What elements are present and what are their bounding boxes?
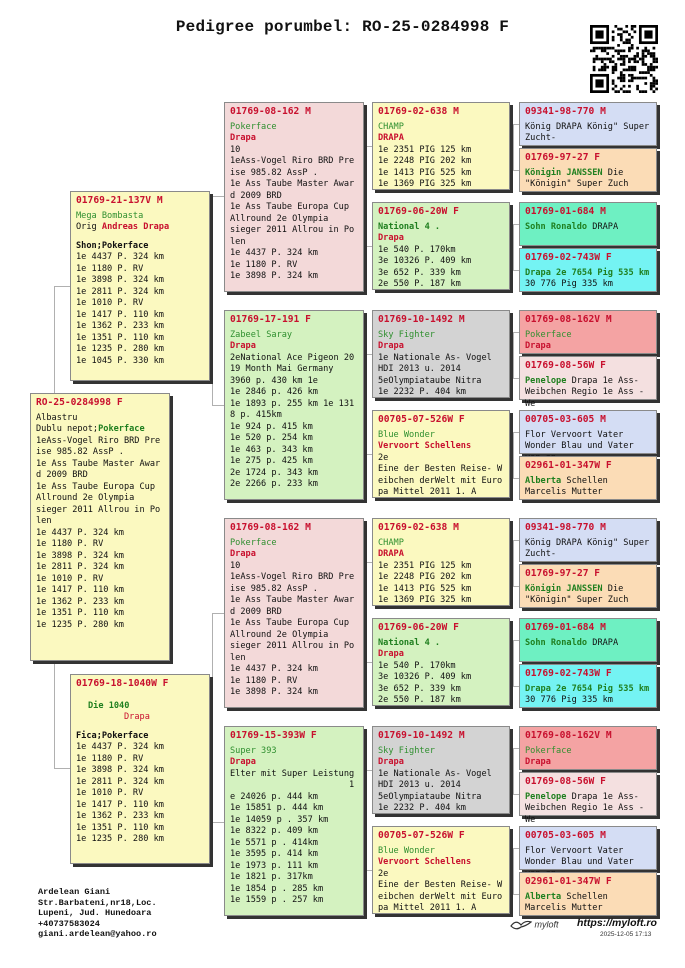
- ring-number: 02961-01-347W F: [525, 876, 612, 887]
- result-line: Allround 2e Olympia: [230, 213, 329, 224]
- connector-line: [54, 661, 55, 769]
- ancestor-card[interactable]: [519, 310, 657, 354]
- contact-line: giani.ardelean@yahoo.ro: [38, 929, 157, 940]
- result-line: 2e: [378, 868, 389, 879]
- result-line: 1eAss-Vogel Riro BRD Pre: [230, 156, 355, 166]
- result-line: 1e 540 P. 170km: [378, 244, 456, 255]
- result-line: 3e 10326 P. 409 km: [378, 256, 472, 266]
- result-line: 3e 10326 P. 409 km: [378, 672, 472, 682]
- connector-line: [513, 540, 514, 586]
- result-line: 1e 1413 PIG 525 km: [378, 583, 472, 594]
- pigeon-notes: Drapa 1e Ass- Weibchen Regio 1e Ass -We: [525, 375, 645, 409]
- pigeon-notes: Schellen Marcelis Mutter: [525, 475, 613, 497]
- result-line: 1e 1235 P. 280 km: [36, 619, 124, 630]
- pigeon-name: Sohn Ronaldo: [525, 221, 588, 232]
- result-line: 1e 540 P. 170km: [378, 660, 456, 671]
- ancestor-card[interactable]: [519, 664, 657, 708]
- result-line: 1e 1893 p. 255 km 1e 131: [230, 398, 355, 409]
- result-line: 1e 2232 P. 404 km: [378, 387, 466, 397]
- pigeon-name: Pokerface: [525, 329, 572, 340]
- ring-number: 01769-21-137V M: [76, 195, 163, 206]
- result-line: 1e 1417 P. 110 km: [76, 799, 164, 810]
- result-line: 2e: [378, 452, 389, 463]
- result-line: sieger 2011 Allrou in Po: [230, 225, 355, 235]
- ring-number: 01769-97-27 F: [525, 152, 601, 163]
- result-line: 1e 1351 P. 110 km: [76, 332, 164, 343]
- ring-number: 01769-08-162V M: [525, 730, 612, 741]
- breeder: Drapa: [525, 341, 551, 351]
- result-line: 1e 1362 P. 233 km: [76, 811, 164, 821]
- result-line: 1e 2811 P. 324 km: [76, 776, 164, 787]
- connector-line: [212, 405, 224, 406]
- pigeon-notes: König DRAPA König" Super Zucht-: [525, 121, 655, 143]
- pigeon-name: Penelope: [525, 375, 567, 386]
- result-line: 1e 1854 p . 285 km: [230, 883, 324, 894]
- ring-number: 02961-01-347W F: [525, 460, 612, 471]
- connector-line: [212, 613, 224, 614]
- result-line: 1e Nationale As- Vogel: [378, 768, 492, 779]
- result-line: Eine der Besten Reise- W: [378, 464, 503, 474]
- breeder: Drapa: [378, 341, 404, 351]
- connector-line: [513, 848, 514, 894]
- result-line: 1eAss-Vogel Riro BRD Pre: [230, 572, 355, 582]
- ring-number: 01769-08-162V M: [525, 314, 612, 325]
- pigeon-name: Sky Fighter: [378, 745, 435, 756]
- result-line: len: [230, 652, 246, 663]
- ring-number: 01769-10-1492 M: [378, 730, 465, 741]
- result-line: 1e 1180 P. RV: [76, 753, 144, 764]
- result-line: ise 985.82 AssP .: [36, 447, 124, 457]
- connector-line: [212, 196, 224, 197]
- pigeon-name: National 4 .: [378, 637, 441, 648]
- breeder: Drapa: [124, 712, 150, 722]
- result-line: 10: [230, 144, 241, 155]
- pigeon-name: CHAMP: [378, 537, 404, 548]
- breeder: Drapa: [230, 757, 256, 767]
- ring-number: 01769-02-638 M: [378, 106, 459, 117]
- result-line: 1e 1235 P. 280 km: [76, 834, 164, 844]
- page-title: Pedigree porumbel: RO-25-0284998 F: [175, 18, 510, 36]
- ancestor-card[interactable]: [519, 826, 657, 870]
- result-line: 1e 1010 P. RV: [76, 788, 144, 798]
- pigeon-name: Königin JANSSEN: [525, 167, 603, 178]
- ancestor-card[interactable]: [519, 456, 657, 500]
- pigeon-notes: 30 776 Pig 335 km: [525, 279, 613, 289]
- timestamp: 2025-12-05 17:13: [600, 931, 652, 938]
- result-line: 1e 4437 P. 324 km: [36, 527, 124, 538]
- owner-contact: [38, 887, 157, 940]
- ring-number: 01769-02-743W F: [525, 252, 612, 263]
- pigeon-name: Penelope: [525, 791, 567, 802]
- result-line: 1e 520 p. 254 km: [230, 433, 313, 443]
- ring-number: 01769-06-20W F: [378, 622, 459, 633]
- result-line: 1e Ass Taube Master Awar: [230, 595, 355, 605]
- result-line: e 24026 p. 444 km: [230, 791, 318, 802]
- connector-line: [513, 224, 514, 270]
- result-line: Allround 2e Olympia: [230, 629, 329, 640]
- result-line: Allround 2e Olympia: [36, 493, 135, 503]
- grandparent-card[interactable]: [224, 310, 364, 500]
- result-line: d 2009 BRD: [36, 470, 88, 480]
- contact-line: Lupeni, Jud. Hunedoara: [38, 908, 152, 919]
- result-line: 1e 2811 P. 324 km: [76, 286, 164, 297]
- great-grandparent-card[interactable]: [372, 202, 510, 290]
- connector-line: [513, 432, 514, 478]
- pigeon-name: Pokerface: [230, 537, 277, 548]
- result-line: 1e 1369 PIG 325 km: [378, 595, 472, 605]
- result-line: Elter mit Super Leistung: [230, 768, 355, 779]
- ring-number: 01769-15-393W F: [230, 730, 317, 741]
- result-line: 1e 275 p. 425 km: [230, 456, 313, 466]
- orig-label: Orig: [76, 222, 97, 232]
- pigeon-notes: Schellen Marcelis Mutter: [525, 891, 613, 913]
- result-line: 1e 1973 p. 111 km: [230, 860, 318, 871]
- result-line: 1e 2248 PIG 202 km: [378, 156, 472, 166]
- result-line: 5eOlympiataube Nitra: [378, 791, 482, 802]
- result-line: 2eNational Ace Pigeon 20: [230, 352, 355, 363]
- site-link[interactable]: https://myloft.ro: [577, 917, 657, 929]
- pigeon-notes: DRAPA: [592, 221, 619, 232]
- result-line: pa Mittel 2011 1. A: [378, 903, 477, 913]
- result-line: 2e 550 P. 187 km: [378, 695, 461, 705]
- ancestor-card[interactable]: [519, 148, 657, 192]
- result-line: 1e 1010 P. RV: [36, 573, 104, 584]
- ring-number: 01769-08-56W F: [525, 360, 606, 371]
- great-grandparent-card[interactable]: [372, 518, 510, 606]
- breeder: Vervoort Schellens: [378, 441, 472, 451]
- ring-number: 01769-18-1040W F: [76, 678, 169, 689]
- ancestor-card[interactable]: [519, 248, 657, 292]
- result-line: 1e 2232 P. 404 km: [378, 803, 466, 813]
- result-line: 1e Ass Taube Europa Cup: [36, 481, 155, 492]
- result-line: 1e 1417 P. 110 km: [76, 309, 164, 320]
- connector-line: [366, 562, 367, 662]
- result-line: 1e 3898 P. 324 km: [76, 765, 164, 775]
- result-line: 1e 4437 P. 324 km: [76, 742, 164, 752]
- result-line: Albastru: [36, 412, 78, 423]
- ring-number: 00705-03-605 M: [525, 414, 606, 425]
- breeder: Drapa: [230, 133, 256, 143]
- result-line: 1e 4437 P. 324 km: [230, 664, 318, 674]
- pigeon-notes: Die "Königin" Super Zuch: [525, 167, 629, 189]
- result-line: 10: [230, 560, 241, 571]
- result-line: 1e Ass Taube Master Awar: [230, 179, 355, 189]
- result-line: 3960 p. 430 km 1e: [230, 375, 318, 386]
- main-pigeon-card[interactable]: [30, 393, 170, 661]
- ring-number: 01769-97-27 F: [525, 568, 601, 579]
- pigeon-name: Super 393: [230, 745, 277, 756]
- result-line: 1e 1559 p . 257 km: [230, 895, 324, 905]
- result-line: 1e 1180 P. RV: [76, 263, 144, 274]
- pigeon-name: Zabeel Saray: [230, 329, 293, 340]
- result-line: 1e 2351 PIG 125 km: [378, 144, 472, 155]
- breeder: Drapa: [378, 233, 404, 243]
- great-grandparent-card[interactable]: [372, 310, 510, 398]
- dam-card[interactable]: [70, 674, 210, 864]
- ancestor-card[interactable]: [519, 518, 657, 562]
- result-line: 1e 1045 P. 330 km: [76, 355, 164, 366]
- result-line: sieger 2011 Allrou in Po: [36, 504, 161, 515]
- result-line: 1e 463 p. 343 km: [230, 444, 313, 455]
- result-line: sieger 2011 Allrou in Po: [230, 641, 355, 651]
- result-line: pa Mittel 2011 1. A: [378, 487, 477, 497]
- result-line: 1e 3595 p. 414 km: [230, 849, 318, 859]
- ring-number: 01769-01-684 M: [525, 206, 606, 217]
- result-line: 2e 1724 p. 343 km: [230, 467, 318, 478]
- result-line: 1e 2248 PIG 202 km: [378, 572, 472, 582]
- pigeon-name: Alberta: [525, 475, 562, 486]
- pigeon-note: Fica;Pokerface: [76, 730, 149, 741]
- ring-number: 00705-03-605 M: [525, 830, 606, 841]
- ring-number: 01769-17-191 F: [230, 314, 311, 325]
- great-grandparent-card[interactable]: [372, 410, 510, 498]
- breeder: DRAPA: [378, 133, 404, 143]
- breeder: Drapa: [230, 341, 256, 351]
- result-line: HDI 2013 u. 2014: [378, 364, 461, 374]
- breeder: Drapa: [378, 757, 404, 767]
- result-line: 1e Ass Taube Europa Cup: [230, 618, 349, 628]
- contact-line: +40737583024: [38, 918, 100, 929]
- result-line: 19 Month Mai Germany: [230, 364, 334, 374]
- breeder: Drapa: [230, 549, 256, 559]
- result-line: 1e 4437 P. 324 km: [230, 248, 318, 258]
- ancestor-card[interactable]: [519, 102, 657, 146]
- pigeon-name: Blue Wonder: [378, 845, 435, 856]
- great-grandparent-card[interactable]: [372, 102, 510, 190]
- breeder: Drapa: [378, 649, 404, 659]
- orig-value: Andreas Drapa: [101, 222, 170, 232]
- contact-line: Ardelean Giani: [38, 887, 111, 897]
- result-line: 1e 1417 P. 110 km: [36, 585, 124, 595]
- result-line: 1e 3898 P. 324 km: [76, 275, 164, 285]
- result-line: 1e 1180 P. RV: [36, 539, 104, 549]
- pigeon-name: Pokerface: [525, 745, 572, 756]
- result-line: 8 p. 415km: [230, 410, 282, 420]
- ancestor-card[interactable]: [519, 772, 657, 825]
- pigeon-name: Drapa 2e 7654 Pig 535 km: [525, 267, 650, 278]
- ring-number: 00705-07-526W F: [378, 414, 465, 425]
- result-line: 1e Nationale As- Vogel: [378, 352, 492, 363]
- result-line: 1e 2351 PIG 125 km: [378, 560, 472, 571]
- ring-number: 01769-02-743W F: [525, 668, 612, 679]
- pigeon-name: Königin JANSSEN: [525, 583, 603, 594]
- connector-line: [54, 768, 70, 769]
- connector-line: [513, 332, 514, 378]
- contact-line: Str.Barbateni,nr18,Loc.: [38, 897, 157, 908]
- result-line: 2e 2266 p. 233 km: [230, 479, 318, 489]
- result-line: 1e 3898 P. 324 km: [36, 550, 124, 561]
- grandparent-card[interactable]: [224, 102, 364, 292]
- ancestor-card[interactable]: [519, 618, 657, 662]
- result-line: 1e 1010 P. RV: [76, 298, 144, 308]
- ring-number: 00705-07-526W F: [378, 830, 465, 841]
- result-line: len: [36, 516, 52, 526]
- sire-card[interactable]: [70, 191, 210, 381]
- result-line: 1e 3898 P. 324 km: [230, 687, 318, 697]
- result-line: ise 985.82 AssP .: [230, 583, 318, 594]
- result-line: 1e Ass Taube Europa Cup: [230, 202, 349, 212]
- result-line: d 2009 BRD: [230, 606, 282, 617]
- pigeon-notes: 30 776 Pig 335 km: [525, 695, 613, 705]
- result-line: len: [230, 236, 246, 247]
- ancestor-card[interactable]: [519, 202, 657, 246]
- result-line: 1e 1180 P. RV: [230, 675, 298, 686]
- result-line: 1e 2811 P. 324 km: [36, 562, 124, 572]
- result-line: 1e 3898 P. 324 km: [230, 271, 318, 281]
- result-line: 1e 1235 P. 280 km: [76, 344, 164, 354]
- pigeon-name: Sohn Ronaldo: [525, 637, 588, 648]
- connector-line: [513, 124, 514, 170]
- ring-number: 01769-08-56W F: [525, 776, 606, 787]
- pigeon-notes: Die "Königin" Super Zuch: [525, 583, 629, 605]
- result-line: Dublu nepot;Pokerface: [36, 424, 145, 434]
- pigeon-name: Alberta: [525, 891, 562, 902]
- pigeon-note: Shon;Pokerface: [76, 240, 149, 251]
- connector-line: [54, 286, 55, 393]
- connector-line: [513, 640, 514, 686]
- ring-number: RO-25-0284998 F: [36, 397, 123, 408]
- pigeon-name: Pokerface: [230, 121, 277, 132]
- qr-code-icon: [590, 25, 658, 93]
- pigeon-name: Sky Fighter: [378, 329, 435, 340]
- connector-line: [513, 748, 514, 794]
- result-line: 2e 550 P. 187 km: [378, 279, 461, 289]
- result-line: 1e 1351 P. 110 km: [36, 608, 124, 618]
- connector-line: [366, 354, 367, 454]
- pigeon-notes: Flor Vervoort Vater Wonder Blau und Vater: [525, 429, 634, 451]
- connector-line: [212, 613, 213, 823]
- result-line: 1e 1351 P. 110 km: [76, 822, 164, 833]
- pigeon-notes: Flor Vervoort Vater Wonder Blau und Vater: [525, 845, 634, 867]
- result-line: 3e 652 P. 339 km: [378, 267, 461, 278]
- result-line: 1e 2846 p. 426 km: [230, 387, 318, 397]
- result-line: Eine der Besten Reise- W: [378, 880, 503, 890]
- result-line: 1e 924 p. 415 km: [230, 421, 313, 432]
- result-line: 1e 14059 p . 357 km: [230, 814, 329, 825]
- ring-number: 01769-10-1492 M: [378, 314, 465, 325]
- pigeon-notes: König DRAPA König" Super Zucht-: [525, 537, 655, 559]
- breeder: Vervoort Schellens: [378, 857, 472, 867]
- result-line: 1e 1362 P. 233 km: [36, 596, 124, 607]
- ancestor-card[interactable]: [519, 726, 657, 770]
- result-line: 1e 1180 P. RV: [230, 259, 298, 270]
- connector-line: [212, 196, 213, 406]
- result-line: 1: [230, 780, 355, 790]
- ring-number: 01769-08-162 M: [230, 522, 311, 533]
- ring-number: 09341-98-770 M: [525, 522, 606, 533]
- great-grandparent-card[interactable]: [372, 618, 510, 706]
- connector-line: [54, 286, 70, 287]
- result-line: 5eOlympiataube Nitra: [378, 375, 482, 386]
- result-line: 1eAss-Vogel Riro BRD Pre: [36, 435, 161, 446]
- pigeon-name: Drapa 2e 7654 Pig 535 km: [525, 683, 650, 694]
- ring-number: 01769-01-684 M: [525, 622, 606, 633]
- pigeon-notes: DRAPA: [592, 637, 619, 648]
- result-line: 1e 1413 PIG 525 km: [378, 167, 472, 178]
- ring-number: 09341-98-770 M: [525, 106, 606, 117]
- great-grandparent-card[interactable]: [372, 726, 510, 814]
- result-line: 1e 1821 p. 317km: [230, 872, 313, 882]
- result-line: 1e 1362 P. 233 km: [76, 321, 164, 331]
- result-line: 1e 4437 P. 324 km: [76, 252, 164, 262]
- ring-number: 01769-08-162 M: [230, 106, 311, 117]
- breeder: DRAPA: [378, 549, 404, 559]
- result-line: d 2009 BRD: [230, 190, 282, 201]
- result-line: eibchen derWelt mit Euro: [378, 475, 503, 486]
- ring-number: 01769-02-638 M: [378, 522, 459, 533]
- result-line: HDI 2013 u. 2014: [378, 780, 461, 790]
- pigeon-name: Mega Bombasta: [76, 210, 144, 221]
- result-line: 1e Ass Taube Master Awar: [36, 458, 161, 469]
- ring-number: 01769-06-20W F: [378, 206, 459, 217]
- result-line: eibchen derWelt mit Euro: [378, 891, 503, 902]
- pigeon-name: Die 1040: [88, 700, 130, 711]
- great-grandparent-card[interactable]: [372, 826, 510, 914]
- pigeon-name: CHAMP: [378, 121, 404, 132]
- grandparent-card[interactable]: [224, 518, 364, 708]
- ancestor-card[interactable]: [519, 356, 657, 409]
- pigeon-name: National 4 .: [378, 221, 441, 232]
- connector-line: [366, 770, 367, 870]
- result-line: 1e 8322 p. 409 km: [230, 826, 318, 836]
- ancestor-card[interactable]: [519, 564, 657, 608]
- myloft-logo: myloft: [510, 918, 559, 932]
- connector-line: [212, 822, 224, 823]
- breeder: Drapa: [525, 757, 551, 767]
- pigeon-name: Blue Wonder: [378, 429, 435, 440]
- ancestor-card[interactable]: [519, 410, 657, 454]
- grandparent-card[interactable]: [224, 726, 364, 916]
- result-line: ise 985.82 AssP .: [230, 167, 318, 178]
- result-line: 3e 652 P. 339 km: [378, 683, 461, 694]
- connector-line: [366, 146, 367, 246]
- result-line: 1e 5571 p . 414km: [230, 837, 318, 848]
- result-line: 1e 15851 p. 444 km: [230, 803, 324, 813]
- pigeon-notes: Drapa 1e Ass- Weibchen Regio 1e Ass -We: [525, 791, 645, 825]
- ancestor-card[interactable]: [519, 872, 657, 916]
- result-line: 1e 1369 PIG 325 km: [378, 179, 472, 189]
